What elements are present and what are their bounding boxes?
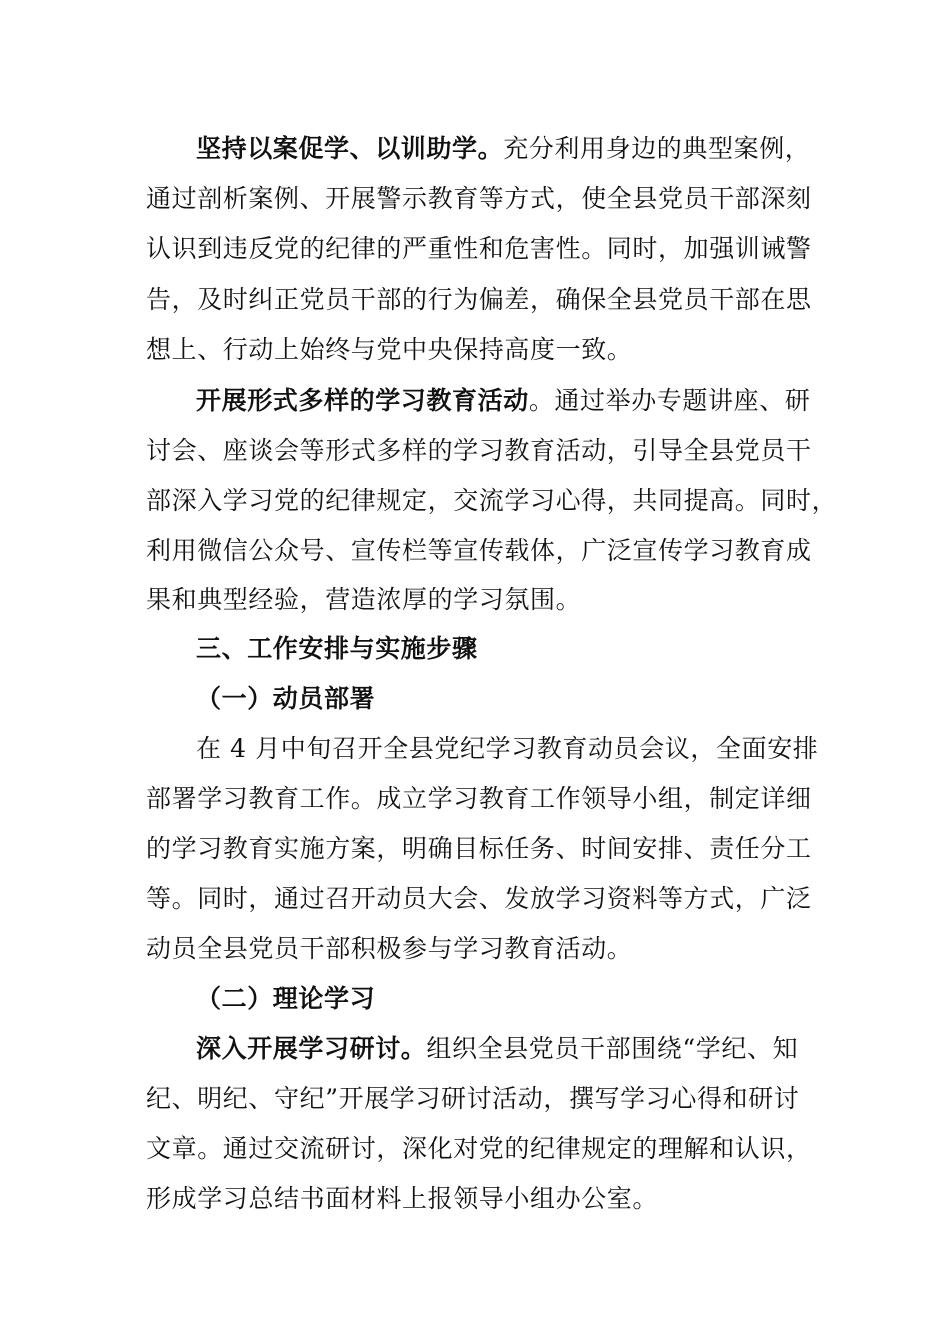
paragraph-line	[0, 832, 950, 866]
line-text: 组织全县党员干部围绕“学纪、知	[426, 1034, 799, 1063]
section-title: 三、工作安排与实施步骤	[196, 634, 478, 663]
bold-heading: 坚持以案促学、以训助学。	[196, 134, 504, 163]
paragraph-line	[0, 1082, 950, 1116]
line-text: 等。同时，通过召开动员大会、发放学习资料等方式，广泛	[146, 884, 812, 913]
line-text: 部深入学习党的纪律规定，交流学习心得，共同提高。同时，	[146, 486, 838, 515]
line-text: 通过剖析案例、开展警示教育等方式，使全县党员干部深刻	[146, 184, 812, 213]
paragraph-line	[0, 732, 950, 766]
line-text: 利用微信公众号、宣传栏等宣传载体，广泛宣传学习教育成	[146, 536, 812, 565]
line-text: 果和典型经验，营造浓厚的学习氛围。	[146, 585, 582, 614]
line-text: 。通过举办专题讲座、研	[528, 386, 811, 415]
subsection-title: （二）理论学习	[196, 984, 376, 1013]
line-text: 动员全县党员干部积极参与学习教育活动。	[146, 934, 633, 963]
paragraph-line	[0, 182, 950, 216]
paragraph-line	[0, 434, 950, 468]
subsection-heading	[0, 982, 950, 1016]
line-text: 想上、行动上始终与党中央保持高度一致。	[146, 335, 633, 364]
line-text: 的学习教育实施方案，明确目标任务、时间安排、责任分工	[146, 834, 812, 863]
bold-heading: 深入开展学习研讨。	[196, 1034, 427, 1063]
subsection-title: （一）动员部署	[196, 684, 376, 713]
line-text: 讨会、座谈会等形式多样的学习教育活动，引导全县党员干	[146, 436, 812, 465]
line-text: 纪、明纪、守纪”开展学习研讨活动，撰写学习心得和研讨	[146, 1084, 800, 1113]
paragraph-line	[0, 1032, 950, 1066]
paragraph-line	[0, 384, 950, 418]
paragraph-line	[0, 132, 950, 166]
paragraph-line	[0, 484, 950, 518]
line-text: 在 4 月中旬召开全县党纪学习教育动员会议，全面安排	[196, 734, 819, 763]
subsection-heading	[0, 682, 950, 716]
paragraph-line	[0, 882, 950, 916]
paragraph-line	[0, 333, 950, 367]
paragraph-line	[0, 1182, 950, 1216]
paragraph-line	[0, 534, 950, 568]
paragraph-line	[0, 932, 950, 966]
bold-heading: 开展形式多样的学习教育活动	[196, 386, 529, 415]
paragraph-line	[0, 283, 950, 317]
paragraph-line	[0, 583, 950, 617]
line-text: 充分利用身边的典型案例，	[503, 134, 811, 163]
paragraph-line	[0, 232, 950, 266]
paragraph-line	[0, 782, 950, 816]
line-text: 认识到违反党的纪律的严重性和危害性。同时，加强训诫警	[146, 234, 812, 263]
section-heading	[0, 632, 950, 666]
line-text: 形成学习总结书面材料上报领导小组办公室。	[146, 1184, 659, 1213]
line-text: 部署学习教育工作。成立学习教育工作领导小组，制定详细	[146, 784, 812, 813]
line-text: 告，及时纠正党员干部的行为偏差，确保全县党员干部在思	[146, 285, 812, 314]
paragraph-line	[0, 1132, 950, 1166]
line-text: 文章。通过交流研讨，深化对党的纪律规定的理解和认识，	[146, 1134, 812, 1163]
